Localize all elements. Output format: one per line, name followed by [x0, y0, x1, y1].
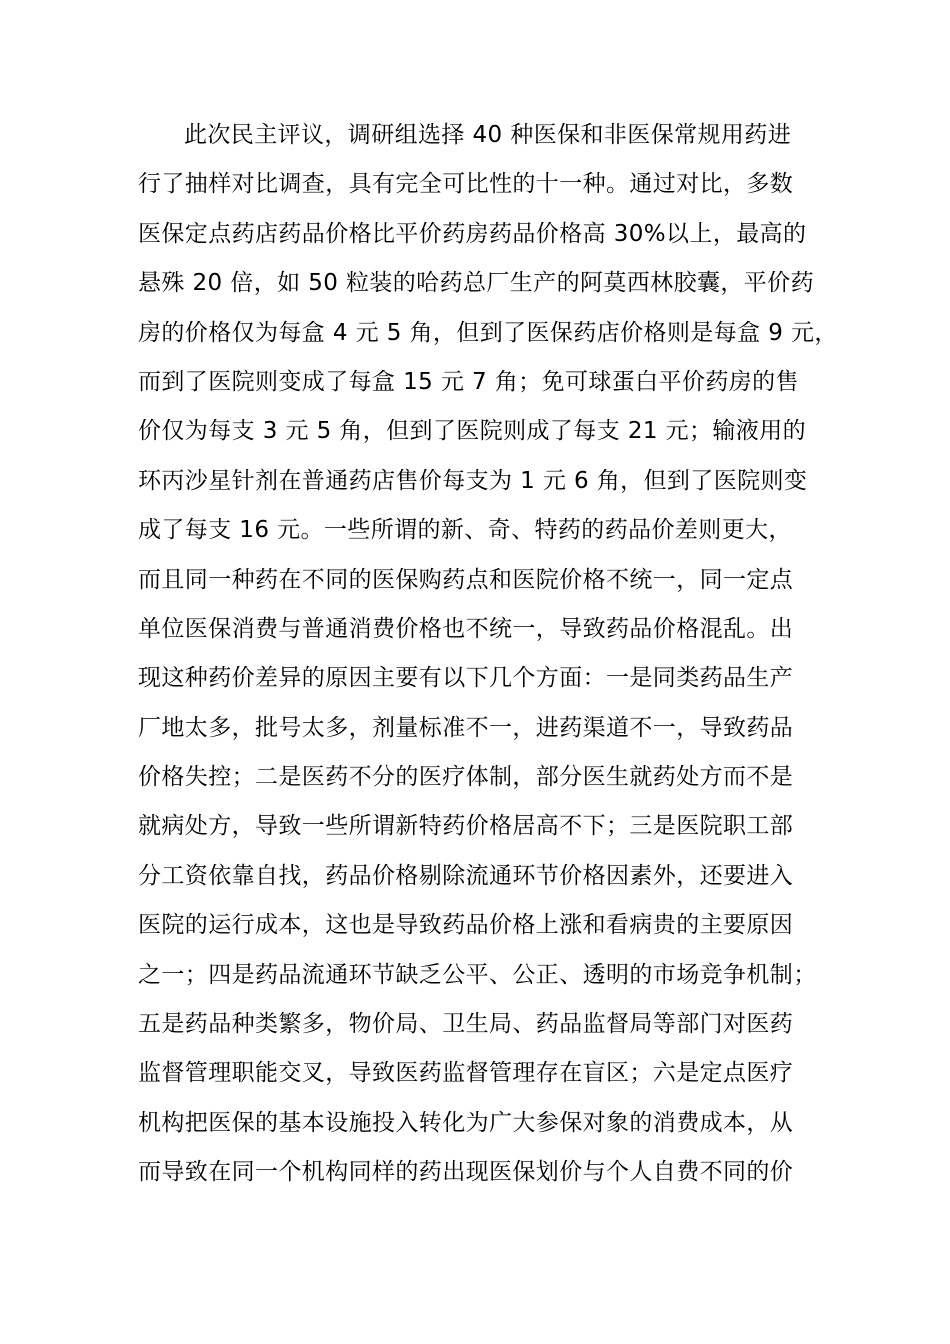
paragraph-line: 而且同一种药在不同的医保购药点和医院价格不统一，同一定点 [138, 566, 794, 593]
paragraph-line: 价仅为每支 3 元 5 角，但到了医院则成了每支 21 元；输液用的 [138, 418, 806, 445]
paragraph-line: 就病处方，导致一些所谓新特药价格居高不下；三是医院职工部 [138, 813, 794, 840]
paragraph [138, 111, 838, 1198]
paragraph-line: 医保定点药店药品价格比平价药房药品价格高 30%以上，最高的 [138, 220, 807, 247]
paragraph-line: 单位医保消费与普通消费价格也不统一，导致药品价格混乱。出 [138, 615, 794, 642]
paragraph-line: 现这种药价差异的原因主要有以下几个方面：一是同类药品生产 [138, 665, 794, 692]
paragraph-line: 而到了医院则变成了每盒 15 元 7 角；免可球蛋白平价药房的售 [138, 368, 799, 395]
paragraph-line: 环丙沙星针剂在普通药店售价每支为 1 元 6 角，但到了医院则变 [138, 467, 808, 494]
paragraph-line: 分工资依靠自找，药品价格剔除流通环节价格因素外，还要进入 [138, 862, 794, 889]
paragraph-line: 成了每支 16 元。一些所谓的新、奇、特药的药品价差则更大， [138, 517, 792, 544]
paragraph-line: 而导致在同一个机构同样的药出现医保划价与个人自费不同的价 [138, 1159, 794, 1186]
paragraph-line: 厂地太多，批号太多，剂量标准不一，进药渠道不一，导致药品 [138, 714, 794, 741]
paragraph-line: 此次民主评议，调研组选择 40 种医保和非医保常规用药进 [184, 122, 792, 148]
paragraph-line: 机构把医保的基本设施投入转化为广大参保对象的消费成本，从 [138, 1109, 794, 1136]
paragraph-line: 房的价格仅为每盒 4 元 5 角，但到了医保药店价格则是每盒 9 元， [138, 319, 838, 346]
paragraph-line: 价格失控；二是医药不分的医疗体制，部分医生就药处方而不是 [138, 764, 794, 791]
paragraph-line: 监督管理职能交叉，导致医药监督管理存在盲区；六是定点医疗 [138, 1060, 794, 1087]
paragraph-line: 行了抽样对比调查，具有完全可比性的十一种。通过对比，多数 [138, 171, 794, 198]
paragraph-line: 之一；四是药品流通环节缺乏公平、公正、透明的市场竞争机制； [138, 961, 817, 988]
paragraph-line: 悬殊 20 倍，如 50 粒装的哈药总厂生产的阿莫西林胶囊，平价药 [138, 270, 814, 297]
paragraph-line: 医院的运行成本，这也是导致药品价格上涨和看病贵的主要原因 [138, 912, 794, 939]
paragraph-line: 五是药品种类繁多，物价局、卫生局、药品监督局等部门对医药 [138, 1011, 794, 1038]
